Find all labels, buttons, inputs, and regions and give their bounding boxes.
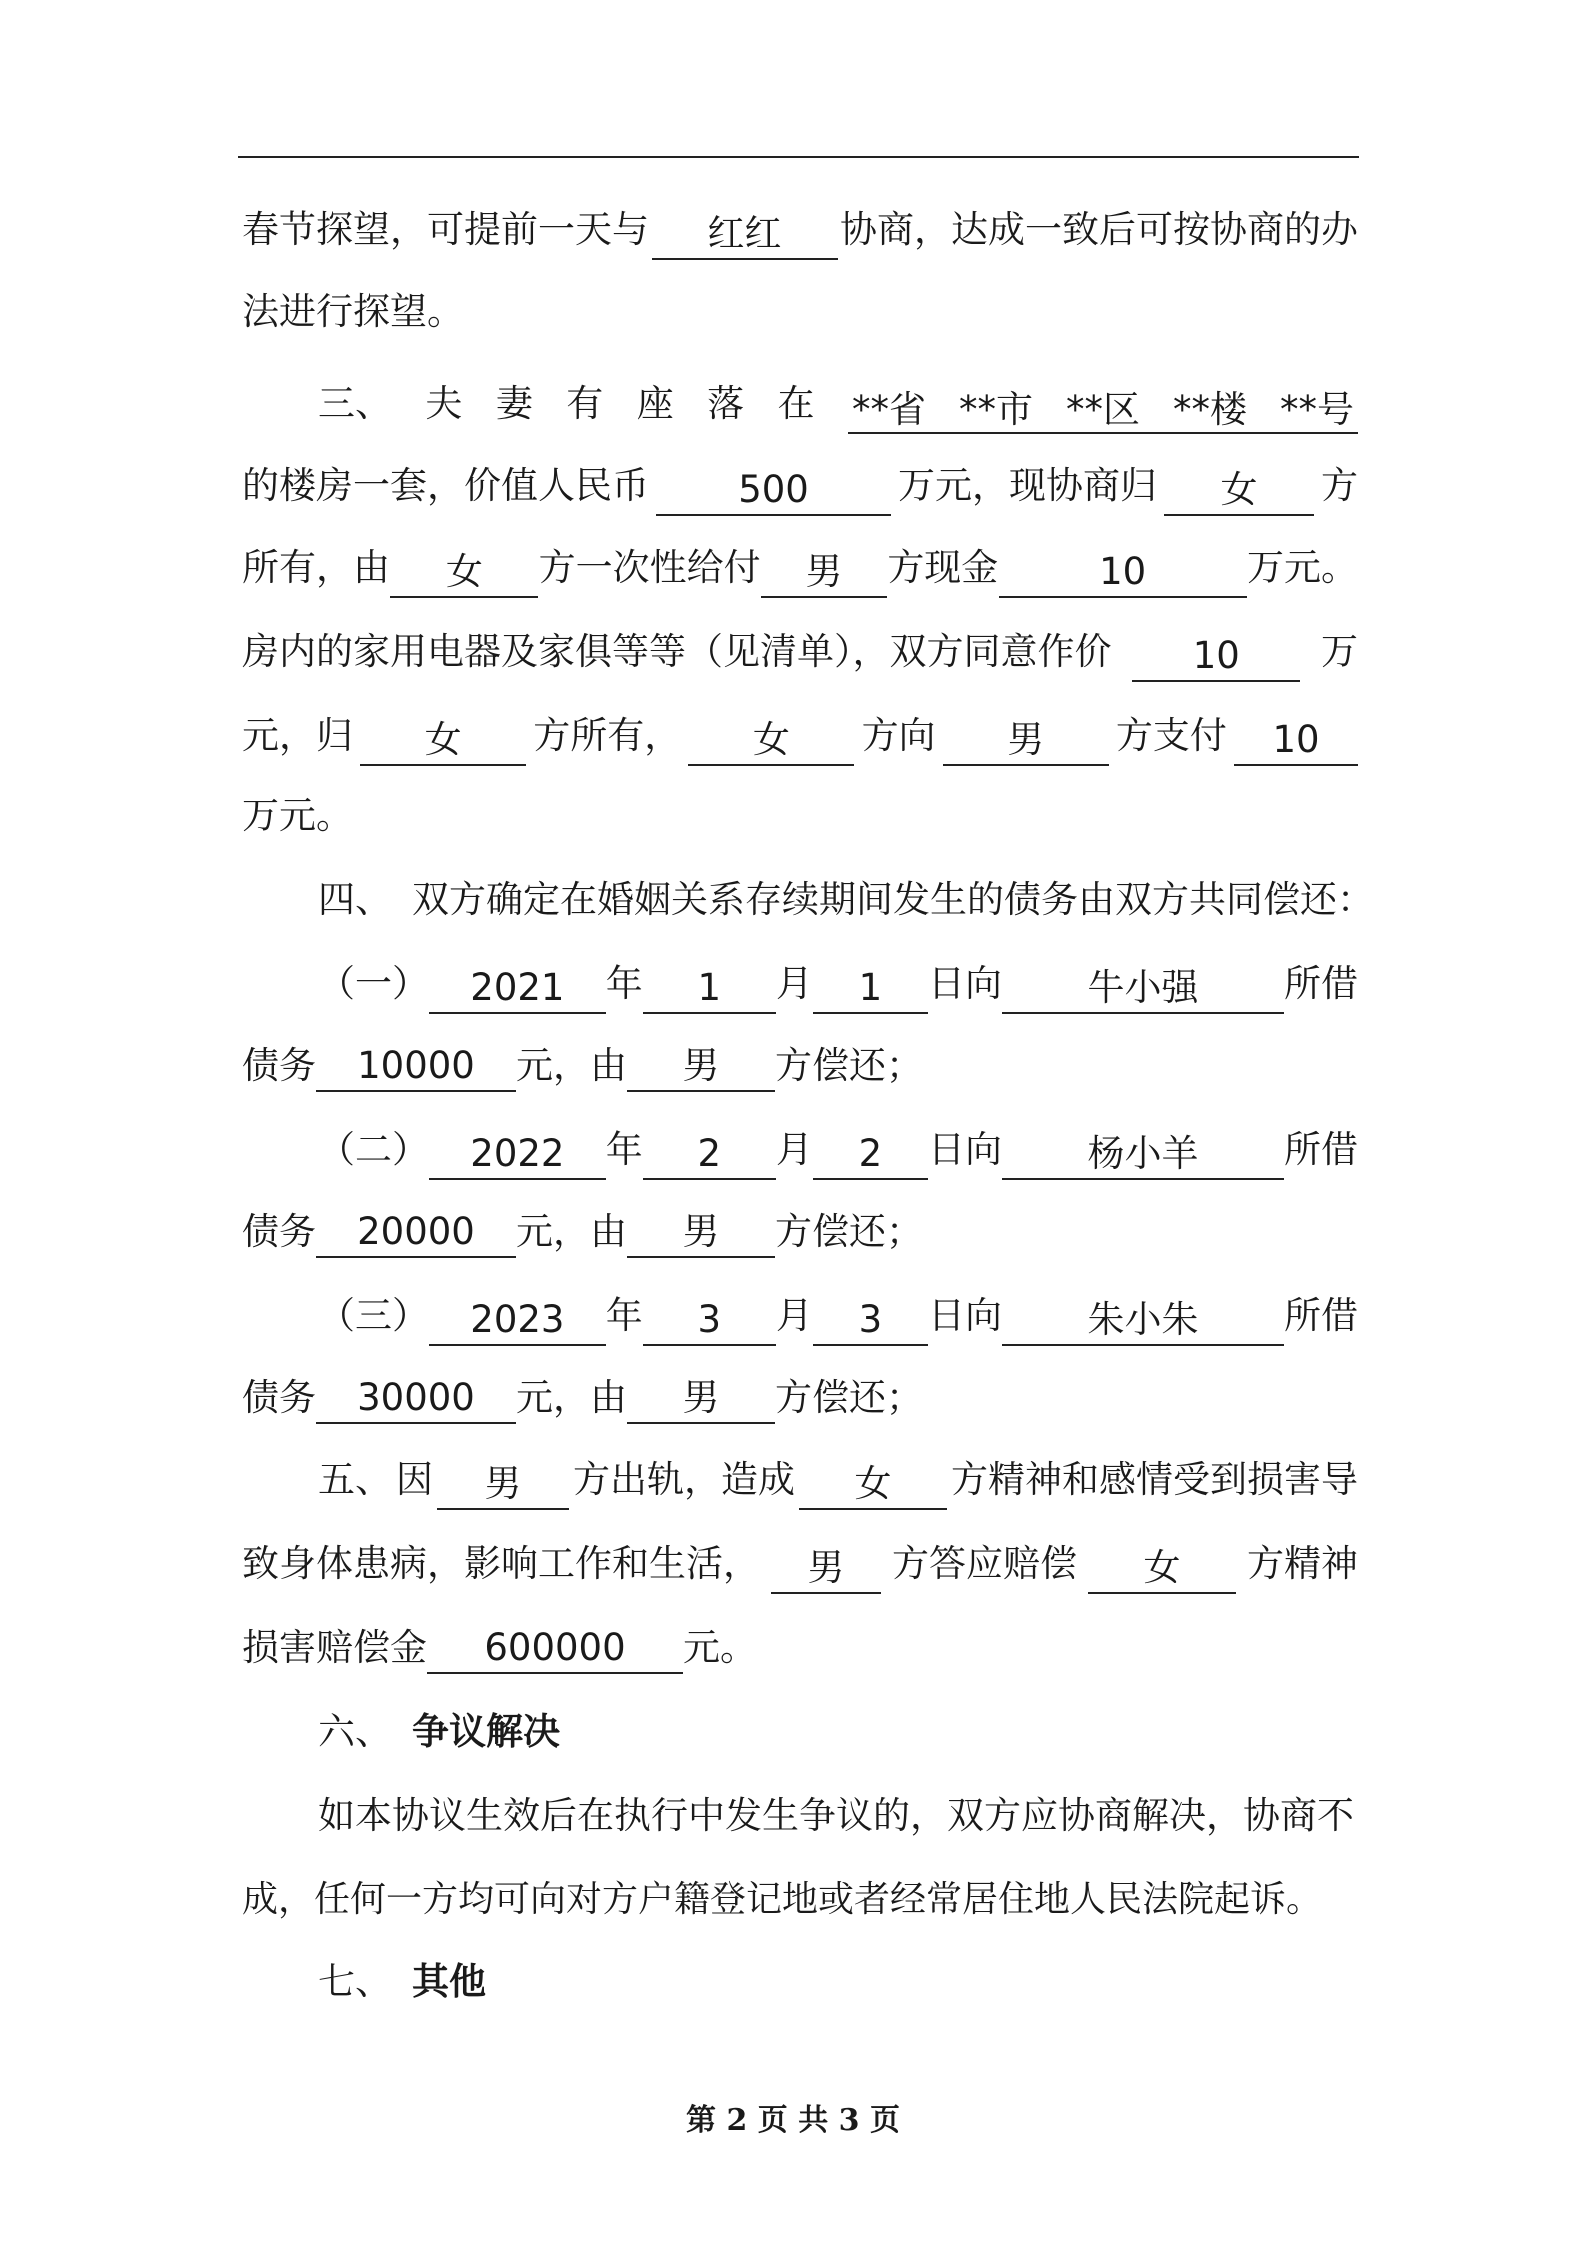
text: 年 bbox=[605, 1294, 643, 1337]
payer-field: 男 bbox=[627, 1208, 775, 1258]
text: 致身体患病，影响工作和生活， bbox=[242, 1542, 760, 1585]
item-number: （一） bbox=[318, 962, 429, 1005]
text: 方向 bbox=[861, 714, 936, 757]
day-field: 2 bbox=[813, 1130, 928, 1180]
text: 损害赔偿金 bbox=[242, 1626, 427, 1669]
creditor-field: 朱小朱 bbox=[1002, 1296, 1284, 1346]
paragraph-line bbox=[242, 622, 1358, 682]
month-field: 2 bbox=[643, 1130, 776, 1180]
fill-field: 女 bbox=[1088, 1544, 1236, 1594]
text: 夫 bbox=[425, 382, 463, 425]
text: 万元，现协商归 bbox=[898, 464, 1157, 507]
fill-field: 10 bbox=[1234, 716, 1358, 766]
amount-field: 30000 bbox=[316, 1374, 516, 1424]
month-field: 1 bbox=[643, 964, 776, 1014]
debt-line bbox=[242, 1368, 1358, 1428]
text: 万 bbox=[1321, 630, 1358, 673]
text: 元，由 bbox=[516, 1376, 627, 1419]
text: 如本协议生效后在执行中发生争议的，双方应协商解决，协商不 bbox=[318, 1794, 1354, 1837]
text: 元。 bbox=[683, 1626, 757, 1669]
debt-line bbox=[318, 954, 1358, 1014]
header-rule bbox=[238, 156, 1359, 158]
section-5-line bbox=[318, 1450, 1358, 1510]
item-number: （二） bbox=[318, 1128, 429, 1171]
debt-line bbox=[242, 1036, 1358, 1096]
payer-field: 男 bbox=[627, 1374, 775, 1424]
text: 所借 bbox=[1284, 1128, 1358, 1171]
fill-field: 女 bbox=[799, 1460, 947, 1510]
text: 落 bbox=[707, 382, 745, 425]
paragraph-line bbox=[242, 200, 1358, 260]
fill-field: 红红 bbox=[652, 210, 838, 260]
debt-line bbox=[318, 1120, 1358, 1180]
fill-field: 10 bbox=[999, 548, 1247, 598]
paragraph-line bbox=[242, 282, 1358, 342]
text: 元，由 bbox=[516, 1210, 627, 1253]
text: 方所有， bbox=[533, 714, 682, 757]
creditor-field: 牛小强 bbox=[1002, 964, 1284, 1014]
text: 法进行探望。 bbox=[242, 290, 464, 333]
text: 元，归 bbox=[242, 714, 353, 757]
text: 方现金 bbox=[887, 546, 999, 589]
text: 债务 bbox=[242, 1210, 316, 1253]
text: 妻 bbox=[495, 382, 533, 425]
text: 方一次性给付 bbox=[538, 546, 761, 589]
paragraph-line bbox=[318, 1786, 1358, 1846]
section-number: 五、 bbox=[318, 1458, 392, 1501]
paragraph-line bbox=[242, 1870, 1358, 1930]
text: 所有，由 bbox=[242, 546, 390, 589]
text: 日向 bbox=[928, 962, 1002, 1005]
text: 月 bbox=[775, 962, 813, 1005]
day-field: 1 bbox=[813, 964, 928, 1014]
month-field: 3 bbox=[643, 1296, 776, 1346]
text: 成，任何一方均可向对方户籍登记地或者经常居住地人民法院起诉。 bbox=[242, 1879, 1323, 1920]
section-4-heading bbox=[318, 870, 1374, 930]
text: 年 bbox=[605, 962, 643, 1005]
text: 协商，达成一致后可按协商的办 bbox=[840, 208, 1358, 251]
section-number: 六、 bbox=[318, 1710, 392, 1753]
paragraph-line bbox=[242, 706, 1358, 766]
page-footer: 第 2 页 共 3 页 bbox=[686, 2103, 900, 2138]
text: 所借 bbox=[1284, 962, 1358, 1005]
section-title: 其他 bbox=[412, 1960, 486, 2003]
amount-field: 10000 bbox=[316, 1042, 516, 1092]
text: 万元。 bbox=[242, 794, 353, 837]
text: 有 bbox=[566, 382, 604, 425]
text: 年 bbox=[605, 1128, 643, 1171]
section-number: 七、 bbox=[318, 1960, 392, 2003]
year-field: 2022 bbox=[429, 1130, 606, 1180]
fill-field: 10 bbox=[1132, 632, 1300, 682]
text: 元，由 bbox=[516, 1044, 627, 1087]
paragraph-line bbox=[242, 1534, 1358, 1594]
address-number: **号 bbox=[1279, 388, 1354, 431]
fill-field: 500 bbox=[656, 466, 891, 516]
text: 方精神和感情受到损害导 bbox=[951, 1458, 1358, 1501]
paragraph-line bbox=[242, 786, 1358, 846]
creditor-field: 杨小羊 bbox=[1002, 1130, 1284, 1180]
text: 方出轨，造成 bbox=[573, 1458, 795, 1501]
address-city: **市 bbox=[958, 388, 1033, 431]
compensation-field: 600000 bbox=[427, 1624, 683, 1674]
text: 春节探望，可提前一天与 bbox=[242, 208, 649, 251]
text: 月 bbox=[775, 1128, 813, 1171]
fill-field: 男 bbox=[437, 1460, 569, 1510]
address-building: **楼 bbox=[1172, 388, 1247, 431]
address-district: **区 bbox=[1065, 388, 1140, 431]
debt-line bbox=[242, 1202, 1358, 1262]
text: 的楼房一套，价值人民币 bbox=[242, 464, 649, 507]
address-field bbox=[848, 386, 1358, 434]
payer-field: 男 bbox=[627, 1042, 775, 1092]
amount-field: 20000 bbox=[316, 1208, 516, 1258]
text: 方偿还； bbox=[775, 1376, 923, 1419]
text: 日向 bbox=[928, 1128, 1002, 1171]
fill-field: 女 bbox=[390, 548, 538, 598]
text: 座 bbox=[636, 382, 674, 425]
section-number: 四、 bbox=[318, 878, 392, 921]
section-number: 三、 bbox=[318, 382, 392, 425]
text: 万元。 bbox=[1246, 546, 1358, 589]
debt-line bbox=[318, 1286, 1358, 1346]
text: 房内的家用电器及家俱等等（见清单），双方同意作价 bbox=[242, 630, 1112, 673]
paragraph-line bbox=[242, 1618, 1358, 1678]
text: 所借 bbox=[1284, 1294, 1358, 1337]
fill-field: 女 bbox=[1164, 466, 1314, 516]
text: 债务 bbox=[242, 1044, 316, 1087]
section-3-line bbox=[318, 374, 1358, 434]
section-7-heading bbox=[318, 1952, 1358, 2012]
section-title: 争议解决 bbox=[412, 1710, 560, 1753]
text: 方支付 bbox=[1115, 714, 1227, 757]
text: 双方确定在婚姻关系存续期间发生的债务由双方共同偿还： bbox=[412, 878, 1374, 921]
fill-field: 女 bbox=[360, 716, 526, 766]
text: 方偿还； bbox=[775, 1210, 923, 1253]
item-number: （三） bbox=[318, 1294, 429, 1337]
text: 债务 bbox=[242, 1376, 316, 1419]
fill-field: 男 bbox=[771, 1544, 881, 1594]
text: 在 bbox=[777, 382, 815, 425]
day-field: 3 bbox=[813, 1296, 928, 1346]
address-province: **省 bbox=[851, 388, 926, 431]
text: 月 bbox=[775, 1294, 813, 1337]
paragraph-line bbox=[242, 538, 1358, 598]
text: 方答应赔偿 bbox=[892, 1542, 1077, 1585]
text: 方 bbox=[1321, 464, 1358, 507]
fill-field: 男 bbox=[943, 716, 1109, 766]
section-6-heading bbox=[318, 1702, 1358, 1762]
fill-field: 女 bbox=[688, 716, 854, 766]
year-field: 2021 bbox=[429, 964, 606, 1014]
year-field: 2023 bbox=[429, 1296, 606, 1346]
paragraph-line bbox=[242, 456, 1358, 516]
text: 日向 bbox=[928, 1294, 1002, 1337]
fill-field: 男 bbox=[761, 548, 887, 598]
text: 因 bbox=[396, 1458, 433, 1501]
text: 方精神 bbox=[1247, 1542, 1358, 1585]
text: 方偿还； bbox=[775, 1044, 923, 1087]
